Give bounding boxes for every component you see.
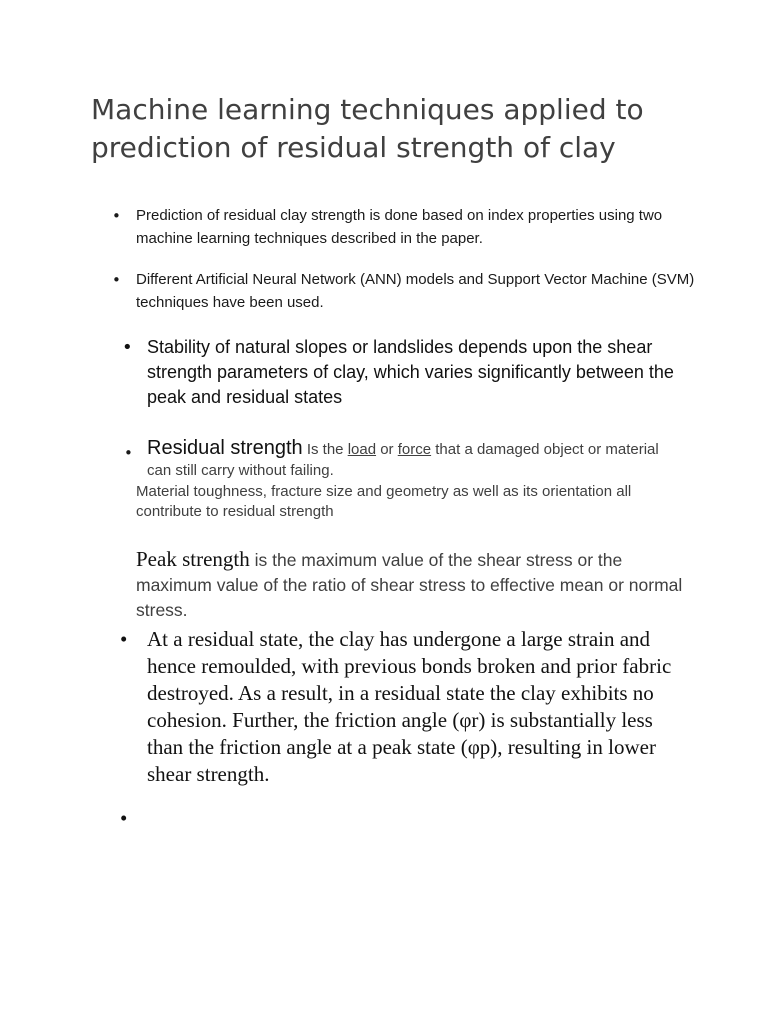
- bullet-marker: •: [112, 207, 121, 225]
- bullet-marker: •: [120, 627, 128, 651]
- bullet-marker: •: [122, 337, 133, 358]
- bullet-marker: •: [112, 271, 121, 289]
- bullet-item-residual-strength: [147, 438, 667, 481]
- load-link[interactable]: load: [347, 441, 377, 458]
- bullet-item-slope-stability: Stability of natural slopes or landslides depends upon the shear strength parameters of clay, which varies significantly between the peak and residual states: [147, 337, 674, 407]
- peak-strength-term: Peak strength: [136, 547, 250, 571]
- peak-strength-paragraph: [136, 547, 696, 623]
- page-title: Machine learning techniques applied to prediction of residual strength of clay: [91, 93, 644, 164]
- residual-definition-text: Is the: [302, 441, 348, 458]
- force-link[interactable]: force: [397, 441, 432, 458]
- residual-strength-term: Residual strength: [147, 437, 303, 459]
- toughness-paragraph: Material toughness, fracture size and geometry as well as its orientation all contribute to residual strength: [136, 483, 632, 520]
- residual-definition-text: or: [376, 441, 398, 458]
- bullet-marker: •: [124, 444, 133, 462]
- bullet-item-ann-svm: Different Artificial Neural Network (ANN) models and Support Vector Machine (SVM) techniques have been used.: [136, 271, 695, 311]
- bullet-marker: •: [120, 806, 128, 830]
- residual-definition-text: that a damaged object or material can still carry without failing.: [147, 441, 659, 479]
- bullet-item-residual-state: At a residual state, the clay has undergone a large strain and hence remoulded, with previous bonds broken and prior fabric destroyed. As a result, in a residual state the clay exhibits no cohesion. Further, the friction angle (φr) is substantially less than the friction angle at a peak state (φp), resulting in lower shear strength.: [147, 627, 672, 786]
- peak-definition-text: is the maximum value of the shear stress or the maximum value of the ratio of shear stress to effective mean or normal stress.: [136, 550, 683, 620]
- bullet-item-index-properties: Prediction of residual clay strength is done based on index properties using two machine learning techniques described in the paper.: [136, 207, 663, 247]
